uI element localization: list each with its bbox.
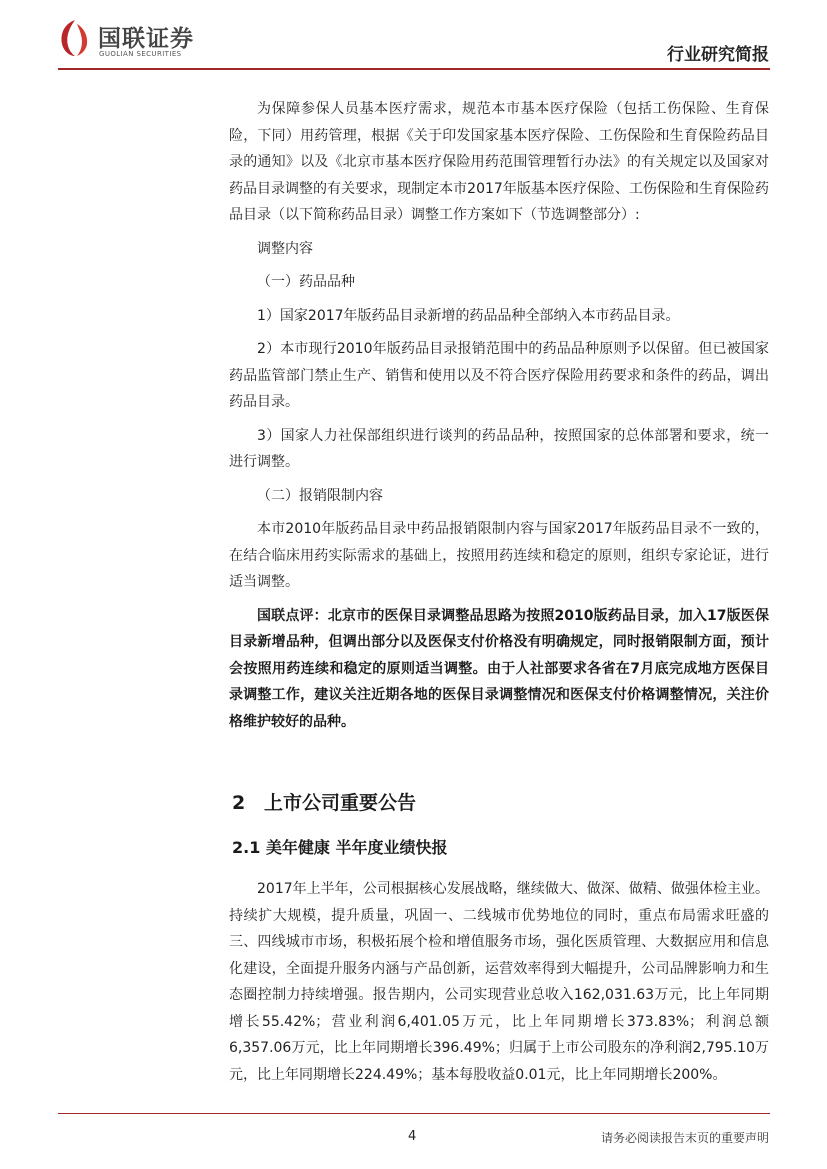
policy-item-3: 3）国家人力社保部组织进行谈判的药品品种，按照国家的总体部署和要求，统一进行调整。 [229, 427, 769, 470]
subsection-heading: 2.1 美年健康 半年度业绩快报 [232, 838, 448, 857]
adjust-heading: 调整内容 [257, 240, 313, 257]
section-number: 2 [232, 792, 246, 814]
reimbursement-text: 本市2010年版药品目录中药品报销限制内容与国家2017年版药品目录不一致的，在结合临床用药实际需求的基础上，按照用药连续和稳定的原则，组织专家论证，进行适当调整。 [229, 521, 769, 590]
policy-item-2: 2）本市现行2010年版药品目录报销范围中的药品品种原则予以保留。但已被国家药品监管部门禁止生产、销售和使用以及不符合医疗保险用药要求和条件的药品，调出药品目录。 [229, 341, 769, 410]
policy-intro: 为保障参保人员基本医疗需求，规范本市基本医疗保险（包括工伤保险、生育保险，下同）用药管理，根据《关于印发国家基本医疗保险、工伤保险和生育保险药品目录的通知》以及《北京市基本医疗保险用药范围管理暂行办法》的有关规定以及国家对药品目录调整的有关要求，现制定本市2017年版基本医疗保险、工伤保险和生育保险药品目录（以下简称药品目录）调整工作方案如下（节选调整部分）: [229, 101, 769, 223]
section-heading [232, 788, 416, 815]
policy-item-1: 1）国家2017年版药品目录新增的药品品种全部纳入本市药品目录。 [257, 307, 680, 324]
section-title: 上市公司重要公告 [264, 792, 417, 814]
announcement-body: 2017年上半年，公司根据核心发展战略，继续做大、做深、做精、做强体检主业。持续扩大规模，提升质量，巩固一、二线城市优势地位的同时，重点布局需求旺盛的三、四线城市市场，积极拓展个检和增值服务市场，强化医质管理、大数据应用和信息化建设，全面提升服务内涵与产品创新，运营效率得到大幅提升，公司品牌影响力和生态圈控制力持续增强。报告期内，公司实现营业总收入162,031.63万元，比上年同期增长55.42%；营业利润6,401.05万元，比上年同期增长373.83%；利润总额6,357.06万元，比上年同期增长396.49%；归属于上市公司股东的净利润2,795.10万元，比上年同期增长224.49%；基本每股收益0.01元，比上年同期增长200%。 [229, 881, 769, 1083]
drug-variety-heading: （一）药品品种 [257, 274, 355, 290]
reimbursement-heading: （二）报销限制内容 [257, 487, 383, 504]
footer-divider [58, 1113, 770, 1114]
report-type-label: 行业研究简报 [667, 45, 769, 65]
announcement-section [229, 876, 769, 1095]
company-logo [58, 18, 228, 64]
header-divider [58, 68, 770, 70]
logo-chinese-text: 国联证券 [98, 26, 194, 52]
footer-disclaimer: 请务必阅读报告末页的重要声明 [600, 1131, 769, 1145]
guolian-logo-icon [58, 18, 92, 58]
logo-english-text: GUOLIAN SECURITIES [99, 50, 182, 58]
page-header [0, 0, 827, 70]
page-number: 4 [408, 1129, 417, 1144]
analyst-comment: 国联点评：北京市的医保目录调整品思路为按照2010版药品目录，加入17版医保目录新增品种，但调出部分以及医保支付价格没有明确规定，同时报销限制方面，预计会按照用药连续和稳定的原则适当调整。由于人社部要求各省在7月底完成地方医保目录调整工作，建议关注近期各地的医保目录调整情况和医保支付价格调整情况，关注价格维护较好的品种。 [229, 607, 769, 730]
policy-section [229, 96, 769, 742]
